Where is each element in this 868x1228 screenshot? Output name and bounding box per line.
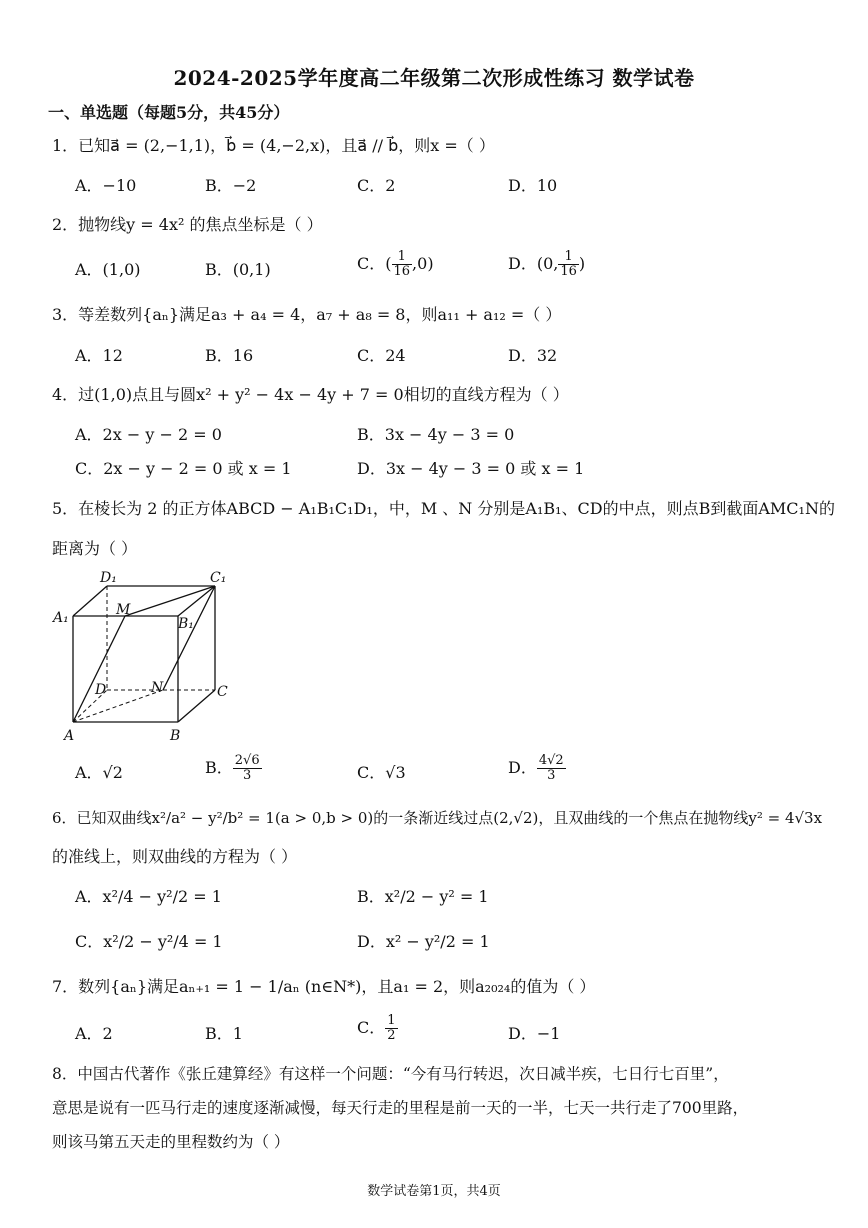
q2-option-c: C．( $\frac{1}{16}$ ,0) <box>357 249 434 279</box>
edge-b-c <box>178 690 215 722</box>
question-8-line2: 意思是说有一匹马行走的速度逐渐减慢，每天行走的里程是前一天的一半，七天一共行走了700里路， <box>52 1099 749 1117</box>
question-7-stem: 7．数列{aₙ}满足aₙ₊₁ = 1 − 1/aₙ (n∈N*)，且a₁ = 2，则a₂₀₂₄的值为（ ） <box>52 977 596 996</box>
label-a1: A₁ <box>53 610 69 626</box>
question-6-stem-line1: 6．已知双曲线x²/a² − y²/b² = 1(a > 0,b > 0)的一条渐近线过点(2,√2)，且双曲线的一个焦点在抛物线y² = 4√3x <box>52 809 823 827</box>
q3-option-d: D．32 <box>508 346 558 365</box>
q3-option-a: A．12 <box>75 346 123 365</box>
label-b1: B₁ <box>178 616 194 632</box>
q5-option-d: D． $\frac{4√2}{3}$ <box>508 753 564 783</box>
segment-m-c1 <box>125 586 215 616</box>
q5-option-a: A．√2 <box>75 763 123 782</box>
q1-option-b: B．−2 <box>205 176 257 195</box>
edge-a1-d1 <box>73 586 107 616</box>
label-c1: C₁ <box>210 570 227 586</box>
label-d: D <box>95 682 107 698</box>
q7-c-fraction: $\frac{1}{2}$ <box>387 1013 396 1043</box>
question-8-line1: 8．中国古代著作《张丘建算经》有这样一个问题：“今有马行转迟，次日减半疾，七日行七百里”， <box>52 1065 729 1083</box>
label-d1: D₁ <box>100 570 117 586</box>
q3-option-c: C．24 <box>357 346 406 365</box>
edge-b1-c1 <box>178 586 215 616</box>
q6-option-b: B．x²/2 − y² = 1 <box>357 887 489 906</box>
question-3-stem: 3．等差数列{aₙ}满足a₃ + a₄ = 4，a₇ + a₈ = 8，则a₁₁ + a₁₂ =（ ） <box>52 305 562 324</box>
q4-option-a: A．2x − y − 2 = 0 <box>75 425 222 444</box>
q2-option-b: B．(0,1) <box>205 260 271 279</box>
q3-option-b: B．16 <box>205 346 254 365</box>
q5-option-b: B． $\frac{2√6}{3}$ <box>205 753 260 783</box>
q5-d-fraction: $\frac{4√2}{3}$ <box>538 753 564 783</box>
q1-option-c: C．2 <box>357 176 396 195</box>
q4-option-c: C．2x − y − 2 = 0 或 x = 1 <box>75 459 292 478</box>
q2-option-a: A．(1,0) <box>75 260 141 279</box>
q7-option-d: D．−1 <box>508 1024 561 1043</box>
question-4-stem: 4．过(1,0)点且与圆x² + y² − 4x − 4y + 7 = 0相切的直线方程为（ ） <box>52 385 569 404</box>
q2-option-d: D．(0, $\frac{1}{16}$ ) <box>508 249 586 279</box>
label-m: M <box>116 602 131 618</box>
q2-option-d-letter: D． <box>508 254 537 273</box>
q7-option-a: A．2 <box>75 1024 113 1043</box>
segment-c1-n <box>163 586 215 690</box>
q1-option-d: D．10 <box>508 176 558 195</box>
q5-b-fraction: $\frac{2√6}{3}$ <box>234 753 260 783</box>
question-5-stem-line2: 距离为（ ） <box>52 539 138 558</box>
page-footer: 数学试卷第1页，共4页 <box>367 1184 501 1199</box>
q2-option-c-letter: C． <box>357 254 386 273</box>
cube-figure <box>50 568 250 748</box>
q5-option-c: C．√3 <box>357 763 406 782</box>
question-5-stem-line1: 5．在棱长为 2 的正方体ABCD − A₁B₁C₁D₁，中，M 、N 分别是A₁B₁、CD的中点，则点B到截面AMC₁N的 <box>52 499 835 518</box>
question-2-stem: 2．抛物线y = 4x² 的焦点坐标是（ ） <box>52 215 323 234</box>
exam-title: 2024-2025学年度高二年级第二次形成性练习 数学试卷 <box>173 66 695 90</box>
q1-option-a: A．−10 <box>75 176 137 195</box>
q6-option-c: C．x²/2 − y²/4 = 1 <box>75 932 223 951</box>
q4-option-b: B．3x − 4y − 3 = 0 <box>357 425 515 444</box>
label-n: N <box>151 680 164 696</box>
q7-option-c: C． $\frac{1}{2}$ <box>357 1013 396 1043</box>
label-a: A <box>64 728 75 744</box>
question-1-stem: 1．已知a⃗ = (2,−1,1)，b⃗ = (4,−2,x)，且a⃗ // b⃗，则x =（ ） <box>52 136 495 155</box>
question-6-stem-line2: 的准线上，则双曲线的方程为（ ） <box>52 847 298 866</box>
label-c: C <box>217 684 228 700</box>
section-heading: 一、单选题（每题5分，共45分） <box>48 103 290 122</box>
q6-option-a: A．x²/4 − y²/2 = 1 <box>75 887 222 906</box>
segment-a-m <box>73 616 125 722</box>
q2-d-fraction: $\frac{1}{16}$ <box>560 249 577 279</box>
q4-option-d: D．3x − 4y − 3 = 0 或 x = 1 <box>357 459 585 478</box>
q7-option-b: B．1 <box>205 1024 243 1043</box>
question-8-line3: 则该马第五天走的里程数约为（ ） <box>52 1133 290 1151</box>
q2-c-fraction: $\frac{1}{16}$ <box>393 249 411 279</box>
label-b: B <box>170 728 181 744</box>
q6-option-d: D．x² − y²/2 = 1 <box>357 932 490 951</box>
